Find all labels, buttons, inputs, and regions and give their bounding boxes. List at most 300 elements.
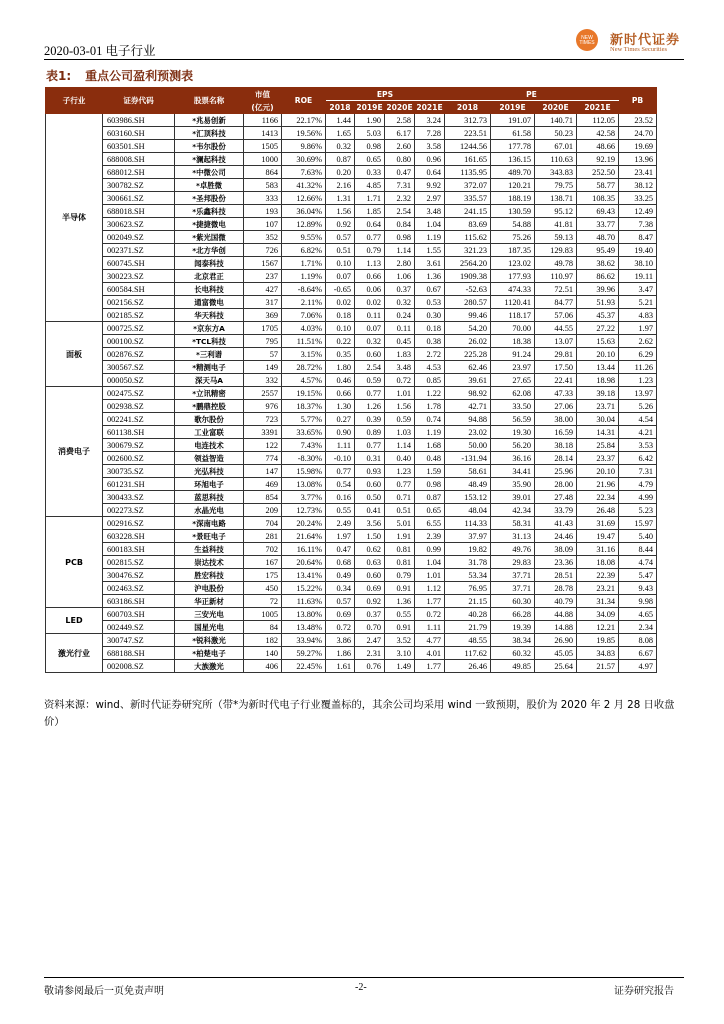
cell-pe-2020e: 67.01 xyxy=(535,140,577,153)
cell-code: 300567.SZ xyxy=(103,361,175,374)
cell-mktcap: 450 xyxy=(244,582,282,595)
cell-roe: 11.63% xyxy=(282,595,326,608)
cell-eps-2020e: 0.80 xyxy=(385,153,415,166)
cell-eps-2020e: 2.60 xyxy=(385,140,415,153)
cell-mktcap: 469 xyxy=(244,478,282,491)
cell-eps-2020e: 1.06 xyxy=(385,270,415,283)
cell-pe-2020e: 28.51 xyxy=(535,569,577,582)
cell-pb: 38.10 xyxy=(619,257,657,270)
cell-pe-2020e: 44.88 xyxy=(535,608,577,621)
header-divider xyxy=(44,59,684,60)
cell-pe-2021e: 39.18 xyxy=(577,387,619,400)
cell-pb: 8.08 xyxy=(619,634,657,647)
cell-eps-2019e: 0.37 xyxy=(355,608,385,621)
sector-label: LED xyxy=(46,608,103,634)
cell-name: *中微公司 xyxy=(175,166,244,179)
cell-eps-2021e: 0.48 xyxy=(415,452,445,465)
cell-eps-2019e: 0.41 xyxy=(355,504,385,517)
cell-pe-2021e: 25.84 xyxy=(577,439,619,452)
table-row xyxy=(46,621,657,634)
cell-name: 电连技术 xyxy=(175,439,244,452)
cell-eps-2019e: 0.02 xyxy=(355,296,385,309)
cell-pb: 38.12 xyxy=(619,179,657,192)
cell-eps-2018: 1.31 xyxy=(326,192,355,205)
cell-pe-2020e: 57.06 xyxy=(535,309,577,322)
cell-eps-2019e: 0.76 xyxy=(355,660,385,673)
cell-eps-2021e: 0.96 xyxy=(415,153,445,166)
cell-eps-2020e: 0.84 xyxy=(385,218,415,231)
header-date-sector: 2020-03-01 电子行业 xyxy=(44,44,156,58)
cell-name: 胜宏科技 xyxy=(175,569,244,582)
table-row xyxy=(46,283,657,296)
cell-eps-2019e: 0.11 xyxy=(355,309,385,322)
cell-pe-2019e: 19.39 xyxy=(491,621,535,634)
cell-pe-2018: 225.28 xyxy=(445,348,491,361)
cell-pe-2019e: 123.02 xyxy=(491,257,535,270)
header-year: 2018 xyxy=(445,101,491,114)
cell-pe-2018: 153.12 xyxy=(445,491,491,504)
table-row xyxy=(46,491,657,504)
header-eps: EPS xyxy=(326,88,445,101)
cell-eps-2018: 0.02 xyxy=(326,296,355,309)
cell-eps-2021e: 0.30 xyxy=(415,309,445,322)
cell-pe-2021e: 19.85 xyxy=(577,634,619,647)
cell-eps-2021e: 3.61 xyxy=(415,257,445,270)
table-row xyxy=(46,114,657,127)
cell-roe: 12.66% xyxy=(282,192,326,205)
cell-eps-2019e: 4.85 xyxy=(355,179,385,192)
cell-pe-2018: 161.65 xyxy=(445,153,491,166)
cell-pe-2018: 115.62 xyxy=(445,231,491,244)
cell-eps-2020e: 0.91 xyxy=(385,621,415,634)
cell-pb: 19.11 xyxy=(619,270,657,283)
cell-name: *澜起科技 xyxy=(175,153,244,166)
cell-pe-2021e: 112.05 xyxy=(577,114,619,127)
cell-roe: 12.73% xyxy=(282,504,326,517)
header-pb: PB xyxy=(619,88,657,114)
cell-pe-2019e: 187.35 xyxy=(491,244,535,257)
cell-pe-2018: 241.15 xyxy=(445,205,491,218)
cell-eps-2021e: 1.01 xyxy=(415,569,445,582)
cell-pe-2021e: 38.62 xyxy=(577,257,619,270)
cell-name: 水晶光电 xyxy=(175,504,244,517)
footer-report-type: 证券研究报告 xyxy=(614,986,674,997)
cell-eps-2021e: 2.39 xyxy=(415,530,445,543)
cell-pe-2021e: 95.49 xyxy=(577,244,619,257)
table-label: 表1: xyxy=(46,69,72,83)
cell-name: *汇顶科技 xyxy=(175,127,244,140)
table-row xyxy=(46,387,657,400)
cell-pe-2018: 99.46 xyxy=(445,309,491,322)
cell-eps-2021e: 0.65 xyxy=(415,504,445,517)
cell-roe: 7.63% xyxy=(282,166,326,179)
cell-pe-2020e: 72.51 xyxy=(535,283,577,296)
cell-eps-2019e: 0.69 xyxy=(355,582,385,595)
cell-pe-2018: 1244.56 xyxy=(445,140,491,153)
cell-eps-2020e: 1.56 xyxy=(385,400,415,413)
cell-code: 002876.SZ xyxy=(103,348,175,361)
header-year: 2018 xyxy=(326,101,355,114)
cell-pb: 5.40 xyxy=(619,530,657,543)
cell-pe-2020e: 13.07 xyxy=(535,335,577,348)
cell-roe: -8.30% xyxy=(282,452,326,465)
cell-code: 002815.SZ xyxy=(103,556,175,569)
cell-name: 工业富联 xyxy=(175,426,244,439)
cell-pb: 4.97 xyxy=(619,660,657,673)
cell-eps-2020e: 1.83 xyxy=(385,348,415,361)
cell-pb: 13.97 xyxy=(619,387,657,400)
cell-pe-2021e: 34.09 xyxy=(577,608,619,621)
cell-roe: 41.32% xyxy=(282,179,326,192)
cell-eps-2020e: 2.80 xyxy=(385,257,415,270)
cell-eps-2021e: 1.68 xyxy=(415,439,445,452)
cell-mktcap: 281 xyxy=(244,530,282,543)
header-roe: ROE xyxy=(282,88,326,114)
cell-eps-2020e: 3.52 xyxy=(385,634,415,647)
cell-name: 长电科技 xyxy=(175,283,244,296)
cell-pe-2019e: 27.65 xyxy=(491,374,535,387)
cell-eps-2019e: 0.60 xyxy=(355,348,385,361)
cell-pe-2019e: 37.71 xyxy=(491,569,535,582)
cell-pe-2018: 19.82 xyxy=(445,543,491,556)
cell-pe-2018: 48.55 xyxy=(445,634,491,647)
cell-eps-2020e: 0.47 xyxy=(385,166,415,179)
cell-name: 华正新材 xyxy=(175,595,244,608)
cell-pe-2018: 1135.95 xyxy=(445,166,491,179)
cell-mktcap: 1567 xyxy=(244,257,282,270)
cell-eps-2021e: 1.36 xyxy=(415,270,445,283)
cell-pe-2018: 26.46 xyxy=(445,660,491,673)
table-row xyxy=(46,296,657,309)
cell-pe-2021e: 18.08 xyxy=(577,556,619,569)
cell-eps-2019e: 0.70 xyxy=(355,621,385,634)
cell-roe: 21.64% xyxy=(282,530,326,543)
cell-eps-2020e: 0.24 xyxy=(385,309,415,322)
table-row xyxy=(46,322,657,335)
cell-roe: 33.94% xyxy=(282,634,326,647)
cell-mktcap: 864 xyxy=(244,166,282,179)
cell-pe-2019e: 120.21 xyxy=(491,179,535,192)
cell-code: 002273.SZ xyxy=(103,504,175,517)
cell-pe-2020e: 16.59 xyxy=(535,426,577,439)
cell-pe-2019e: 23.97 xyxy=(491,361,535,374)
cell-pe-2020e: 28.78 xyxy=(535,582,577,595)
cell-eps-2021e: 1.59 xyxy=(415,465,445,478)
cell-eps-2018: 0.10 xyxy=(326,322,355,335)
sector-label: PCB xyxy=(46,517,103,608)
header-mktcap-unit: (亿元) xyxy=(244,101,282,114)
cell-mktcap: 406 xyxy=(244,660,282,673)
cell-eps-2021e: 1.77 xyxy=(415,595,445,608)
table-row xyxy=(46,608,657,621)
cell-code: 300223.SZ xyxy=(103,270,175,283)
cell-pb: 4.54 xyxy=(619,413,657,426)
cell-pe-2018: 335.57 xyxy=(445,192,491,205)
cell-eps-2021e: 1.11 xyxy=(415,621,445,634)
cell-mktcap: 1000 xyxy=(244,153,282,166)
cell-pe-2019e: 35.90 xyxy=(491,478,535,491)
header-year: 2019E xyxy=(356,102,383,112)
table-row xyxy=(46,400,657,413)
cell-eps-2020e: 0.59 xyxy=(385,413,415,426)
cell-pe-2018: 42.71 xyxy=(445,400,491,413)
cell-pe-2018: 23.02 xyxy=(445,426,491,439)
cell-code: 002938.SZ xyxy=(103,400,175,413)
cell-pe-2018: 2564.20 xyxy=(445,257,491,270)
cell-eps-2019e: 0.89 xyxy=(355,426,385,439)
cell-code: 000100.SZ xyxy=(103,335,175,348)
cell-mktcap: 57 xyxy=(244,348,282,361)
cell-pe-2019e: 136.15 xyxy=(491,153,535,166)
cell-eps-2019e: 2.54 xyxy=(355,361,385,374)
header-mktcap: 市值 xyxy=(244,88,282,101)
header-name: 股票名称 xyxy=(175,88,244,114)
cell-eps-2019e: 1.90 xyxy=(355,114,385,127)
cell-eps-2021e: 7.28 xyxy=(415,127,445,140)
cell-eps-2021e: 0.18 xyxy=(415,322,445,335)
cell-eps-2018: 0.55 xyxy=(326,504,355,517)
cell-pe-2020e: 38.00 xyxy=(535,413,577,426)
cell-code: 002241.SZ xyxy=(103,413,175,426)
cell-eps-2020e: 0.32 xyxy=(385,296,415,309)
cell-pe-2018: 117.62 xyxy=(445,647,491,660)
cell-name: *乐鑫科技 xyxy=(175,205,244,218)
cell-pe-2020e: 50.23 xyxy=(535,127,577,140)
cell-eps-2021e: 1.19 xyxy=(415,231,445,244)
cell-code: 300679.SZ xyxy=(103,439,175,452)
cell-mktcap: 774 xyxy=(244,452,282,465)
cell-eps-2019e: 1.50 xyxy=(355,530,385,543)
cell-pe-2020e: 95.12 xyxy=(535,205,577,218)
cell-name: 环旭电子 xyxy=(175,478,244,491)
cell-pb: 1.97 xyxy=(619,322,657,335)
cell-eps-2018: 0.46 xyxy=(326,374,355,387)
header-year: 2020E xyxy=(535,101,577,114)
cell-code: 603986.SH xyxy=(103,114,175,127)
cell-code: 688188.SH xyxy=(103,647,175,660)
cell-pe-2020e: 26.90 xyxy=(535,634,577,647)
table-row xyxy=(46,140,657,153)
cell-pe-2018: 1909.38 xyxy=(445,270,491,283)
cell-pe-2021e: 21.57 xyxy=(577,660,619,673)
cell-name: *圣邦股份 xyxy=(175,192,244,205)
cell-pb: 4.99 xyxy=(619,491,657,504)
cell-eps-2018: 0.22 xyxy=(326,335,355,348)
table-row xyxy=(46,465,657,478)
cell-pe-2019e: 177.93 xyxy=(491,270,535,283)
cell-pe-2021e: 51.93 xyxy=(577,296,619,309)
cell-pe-2019e: 130.59 xyxy=(491,205,535,218)
header-year: 2019E xyxy=(491,101,535,114)
cell-mktcap: 107 xyxy=(244,218,282,231)
cell-pe-2020e: 33.79 xyxy=(535,504,577,517)
cell-pe-2021e: 31.69 xyxy=(577,517,619,530)
cell-eps-2018: 0.16 xyxy=(326,491,355,504)
cell-pe-2018: 62.46 xyxy=(445,361,491,374)
cell-roe: 13.08% xyxy=(282,478,326,491)
cell-pe-2020e: 44.55 xyxy=(535,322,577,335)
cell-name: *TCL科技 xyxy=(175,335,244,348)
cell-pe-2019e: 39.01 xyxy=(491,491,535,504)
cell-eps-2018: 1.80 xyxy=(326,361,355,374)
cell-eps-2019e: 1.26 xyxy=(355,400,385,413)
table-row xyxy=(46,270,657,283)
cell-pe-2019e: 66.28 xyxy=(491,608,535,621)
table-row xyxy=(46,218,657,231)
cell-pe-2018: 94.88 xyxy=(445,413,491,426)
table-row xyxy=(46,335,657,348)
cell-mktcap: 147 xyxy=(244,465,282,478)
cell-pe-2021e: 20.10 xyxy=(577,465,619,478)
cell-name: 北京君正 xyxy=(175,270,244,283)
cell-code: 601138.SH xyxy=(103,426,175,439)
cell-pe-2018: 321.23 xyxy=(445,244,491,257)
header-year: 2021E xyxy=(577,101,619,114)
cell-pe-2021e: 34.83 xyxy=(577,647,619,660)
cell-pe-2020e: 110.63 xyxy=(535,153,577,166)
cell-name: *立讯精密 xyxy=(175,387,244,400)
cell-pe-2020e: 14.88 xyxy=(535,621,577,634)
cell-roe: 19.15% xyxy=(282,387,326,400)
cell-name: *锐科激光 xyxy=(175,634,244,647)
cell-eps-2018: 0.90 xyxy=(326,426,355,439)
cell-eps-2020e: 1.03 xyxy=(385,426,415,439)
cell-code: 600183.SH xyxy=(103,543,175,556)
cell-pe-2019e: 60.32 xyxy=(491,647,535,660)
cell-roe: 3.15% xyxy=(282,348,326,361)
cell-eps-2020e: 1.14 xyxy=(385,439,415,452)
cell-pe-2019e: 75.26 xyxy=(491,231,535,244)
cell-mktcap: 3391 xyxy=(244,426,282,439)
header-year: 2020E xyxy=(386,102,413,112)
cell-roe: 28.72% xyxy=(282,361,326,374)
cell-eps-2019e: 0.92 xyxy=(355,595,385,608)
cell-eps-2018: 1.61 xyxy=(326,660,355,673)
sector-label: 消费电子 xyxy=(46,387,103,517)
cell-pe-2020e: 129.83 xyxy=(535,244,577,257)
cell-pe-2018: 48.04 xyxy=(445,504,491,517)
cell-pe-2018: 48.49 xyxy=(445,478,491,491)
cell-pe-2019e: 62.08 xyxy=(491,387,535,400)
cell-pe-2021e: 86.62 xyxy=(577,270,619,283)
cell-eps-2018: 0.77 xyxy=(326,465,355,478)
cell-eps-2021e: 2.72 xyxy=(415,348,445,361)
cell-eps-2021e: 4.53 xyxy=(415,361,445,374)
cell-eps-2021e: 1.04 xyxy=(415,556,445,569)
cell-eps-2020e: 3.48 xyxy=(385,361,415,374)
cell-eps-2018: 1.44 xyxy=(326,114,355,127)
cell-name: *鹏鼎控股 xyxy=(175,400,244,413)
company-logo xyxy=(572,28,684,58)
cell-pe-2019e: 61.58 xyxy=(491,127,535,140)
cell-eps-2019e: 0.64 xyxy=(355,218,385,231)
cell-eps-2018: 1.56 xyxy=(326,205,355,218)
cell-pe-2019e: 474.33 xyxy=(491,283,535,296)
cell-pe-2021e: 13.44 xyxy=(577,361,619,374)
cell-pe-2021e: 23.37 xyxy=(577,452,619,465)
cell-eps-2020e: 1.14 xyxy=(385,244,415,257)
cell-eps-2018: 0.32 xyxy=(326,140,355,153)
cell-pb: 4.74 xyxy=(619,556,657,569)
cell-name: 领益智造 xyxy=(175,452,244,465)
cell-pb: 19.40 xyxy=(619,244,657,257)
footer-divider xyxy=(44,977,684,978)
cell-eps-2019e: 2.31 xyxy=(355,647,385,660)
cell-pb: 5.23 xyxy=(619,504,657,517)
cell-mktcap: 723 xyxy=(244,413,282,426)
cell-pe-2021e: 48.66 xyxy=(577,140,619,153)
cell-eps-2020e: 0.51 xyxy=(385,504,415,517)
cell-name: 崇达技术 xyxy=(175,556,244,569)
cell-name: 歌尔股份 xyxy=(175,413,244,426)
cell-code: 300782.SZ xyxy=(103,179,175,192)
cell-pe-2018: 31.78 xyxy=(445,556,491,569)
cell-name: *三利谱 xyxy=(175,348,244,361)
sector-label: 半导体 xyxy=(46,114,103,322)
cell-eps-2021e: 1.04 xyxy=(415,218,445,231)
cell-roe: 12.89% xyxy=(282,218,326,231)
cell-eps-2020e: 6.17 xyxy=(385,127,415,140)
table-row xyxy=(46,309,657,322)
table-row xyxy=(46,556,657,569)
cell-pb: 4.83 xyxy=(619,309,657,322)
cell-pe-2019e: 118.17 xyxy=(491,309,535,322)
cell-eps-2020e: 1.36 xyxy=(385,595,415,608)
table-row xyxy=(46,634,657,647)
table-row xyxy=(46,647,657,660)
cell-pe-2020e: 49.78 xyxy=(535,257,577,270)
cell-pe-2021e: 15.63 xyxy=(577,335,619,348)
cell-mktcap: 332 xyxy=(244,374,282,387)
table-row xyxy=(46,205,657,218)
cell-eps-2018: 0.66 xyxy=(326,387,355,400)
cell-code: 300747.SZ xyxy=(103,634,175,647)
cell-pe-2021e: 26.48 xyxy=(577,504,619,517)
cell-pb: 7.38 xyxy=(619,218,657,231)
cell-pb: 8.44 xyxy=(619,543,657,556)
cell-eps-2021e: 4.77 xyxy=(415,634,445,647)
cell-pb: 13.96 xyxy=(619,153,657,166)
cell-eps-2020e: 0.79 xyxy=(385,569,415,582)
cell-pe-2019e: 33.50 xyxy=(491,400,535,413)
cell-mktcap: 795 xyxy=(244,335,282,348)
footer-disclaimer: 敬请参阅最后一页免责声明 xyxy=(44,986,164,997)
cell-pe-2020e: 79.75 xyxy=(535,179,577,192)
cell-roe: 20.24% xyxy=(282,517,326,530)
cell-eps-2021e: 0.87 xyxy=(415,491,445,504)
table-row xyxy=(46,530,657,543)
table-title: 重点公司盈利预测表 xyxy=(85,69,194,83)
cell-eps-2021e: 1.77 xyxy=(415,660,445,673)
cell-eps-2018: 0.10 xyxy=(326,257,355,270)
cell-pe-2021e: 23.71 xyxy=(577,400,619,413)
cell-eps-2020e: 0.71 xyxy=(385,491,415,504)
cell-eps-2018: 0.57 xyxy=(326,595,355,608)
cell-pe-2019e: 60.30 xyxy=(491,595,535,608)
cell-mktcap: 182 xyxy=(244,634,282,647)
table-row xyxy=(46,244,657,257)
cell-eps-2019e: 5.03 xyxy=(355,127,385,140)
cell-pe-2018: 21.79 xyxy=(445,621,491,634)
cell-eps-2018: 0.57 xyxy=(326,231,355,244)
cell-eps-2019e: 0.77 xyxy=(355,439,385,452)
cell-pe-2018: 26.02 xyxy=(445,335,491,348)
cell-roe: 22.17% xyxy=(282,114,326,127)
cell-pb: 4.21 xyxy=(619,426,657,439)
table-row xyxy=(46,257,657,270)
cell-eps-2020e: 1.91 xyxy=(385,530,415,543)
sector-label: 激光行业 xyxy=(46,634,103,673)
